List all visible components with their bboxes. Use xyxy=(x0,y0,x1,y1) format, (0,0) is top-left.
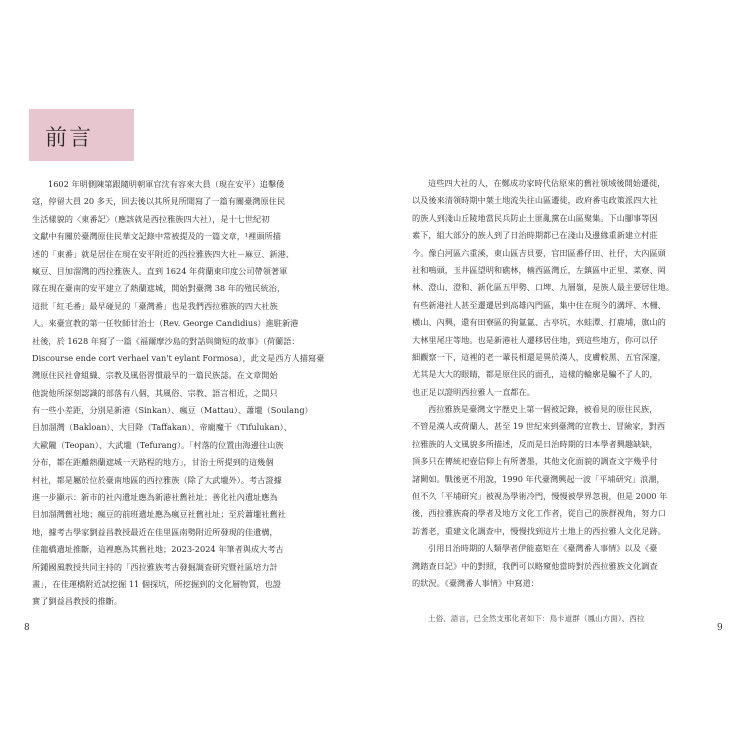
text-line: 灣踏查日記》中的對照，我們可以略窺他當時對於西拉雅族文化調查 xyxy=(412,560,658,571)
text-line: 引用日治時期的人類學者伊能嘉矩在《臺灣番人事情》以及《臺 xyxy=(428,543,658,554)
text-line: 尤其是大大的眼睛，都是原住民的面孔，這樣的輪廓是騙不了人的， xyxy=(412,369,658,380)
text-line: 大林里尾庄等地。也是新港社人遷移居住地，到這些地方，你可以仔 xyxy=(412,334,658,345)
text-line: 這批「紅毛番」最早碰見的「臺灣番」也是我們西拉雅族的四大社族 xyxy=(32,300,278,311)
chapter-title: 前言 xyxy=(45,126,94,151)
text-line: 分布，都在距離熱蘭遮城一天路程的地方」，甘治士所提到的這幾個 xyxy=(32,457,274,468)
text-line: 土俗、語言，已全然支那化者如下：鳥卡道群（鳳山方面）、西拉 xyxy=(428,613,645,623)
text-line: 述的「東番」就是居住在現在安平附近的西拉雅族四大社－麻豆、新港、 xyxy=(32,248,295,259)
text-line: 社和鳴頭，玉井區望明和礁林，楠西區灣丘，左鎮區中正里、菜寮、岡 xyxy=(412,264,666,275)
page-number-left: 8 xyxy=(24,623,30,633)
text-line: 訪耆老，重建文化調查中，慢慢找到這片土地上的西拉雅人文化足跡。 xyxy=(412,525,666,536)
text-line: 人。來臺宣教的第一任牧師甘治士（Rev. George Candidius）進駐新港 xyxy=(32,318,299,329)
text-line: 瘋豆、目加溜灣的西拉雅族人。直到 1624 年荷蘭東印度公司帶領著軍 xyxy=(32,265,288,276)
text-line: 目加溜灣舊社地；瘋豆的前班遺址應為瘋豆社舊社址；至於蕭壠社舊社 xyxy=(32,509,286,520)
text-line: 所鍾國風教授共同主持的「西拉雅族考古發掘調查研究暨社區培力計 xyxy=(32,561,278,572)
text-line: 頂多只在傳統祀壺信仰上有所著墨，其他文化面貌的調查文字幾乎付 xyxy=(412,456,658,467)
text-line: 後，西拉雅族裔的學者及地方文化工作者，從自己的族群視角，努力口 xyxy=(412,508,666,519)
text-line: Discourse ende cort verhael van't eylant Formosa），此文是西方人描寫臺 xyxy=(32,352,325,363)
text-line: 林、澄山、澄和、新化區五甲勢、口埤、九層嶺，是族人最主要居住地。 xyxy=(412,282,675,293)
text-line: 有些新港社人甚至遷遷居到高雄內門區，集中住在現今的溝坪、木柵、 xyxy=(412,299,666,310)
text-line: 畫」，在佳運橋附近試挖掘 11 個探坑，所挖掘到的文化層物質，也證 xyxy=(32,578,281,589)
text-line xyxy=(412,592,732,609)
text-line: 拉雅族的人文風貌多所描述，反而是日治時期的日本學者興趣缺缺， xyxy=(412,438,658,449)
text-line: 諸闕如。戰後更不用說，1990 年代臺灣興起一波「平埔研究」浪潮， xyxy=(412,473,665,484)
text-line: 目加溜灣（Bakloan）、大目降（Taffakan）、帝廟魔干（Tifulukan）、 xyxy=(32,422,292,433)
text-line: 地，據考古學家劉益昌教授最近在佳里區南勢附近所發現的佳遺構， xyxy=(32,526,278,537)
text-line: 的族人到淺山丘陵地當民兵防止土匪亂黨在山區聚集。下山腳事等因 xyxy=(412,212,658,223)
text-line: 這些四大社的人，在鄭成功家時代佔原來的舊社領域後開始遷徙， xyxy=(428,178,666,188)
text-line: 佳龍橋遺址推斷，這裡應為其舊社地；2023-2024 年筆者與成大考古 xyxy=(32,544,284,555)
text-line: 也正足以證明西拉雅人一直都在。 xyxy=(412,386,535,397)
text-line: 橫山、內興，還有田寮區的狗氳氳、古亭坑，水蛙潭、打鹿埔，旗山的 xyxy=(412,317,666,328)
text-line: 大歐隴（Teopan）、大武壠（Tefurang）。「村落的位置由海邊往山族 xyxy=(32,439,284,450)
text-line: 灣原住民社會組織、宗教及風俗習慣最早的一篇民族誌。在文章開始 xyxy=(32,370,278,381)
text-line: 文獻中有關於臺灣原住民華文記錄中常被提及的一篇文章，¹裡頭所描 xyxy=(32,231,281,242)
text-line: 但不久「平埔研究」被視為學術冷門，慢慢被學界忽視，但是 2000 年 xyxy=(412,491,668,502)
text-line: 1602 年明側陳第跟隨明朝軍官沈有容來大員（現在安平）追擊倭 xyxy=(48,179,285,189)
text-line: 社後，於 1628 年寫了一篇《福爾摩沙島的對話與簡短的故事》（荷蘭語： xyxy=(32,335,300,346)
left-body-text xyxy=(32,176,350,611)
text-line: 素下，組大部分的族人到了日治時期都已在淺山及邊緣重新建立村莊 xyxy=(412,230,658,241)
text-line: 寇，停留大員 20 多天，回去後以其所見所聞寫了一篇有關臺灣原住民 xyxy=(32,196,286,207)
text-line: 西拉雅族是臺灣文字歷史上第一個被記錄，被看見的原住民族， xyxy=(428,404,658,415)
right-body-text xyxy=(412,175,732,627)
text-line: 不管是漢人或荷蘭人，甚至 19 世紀來到臺灣的宣教士、冒險家，對西 xyxy=(412,421,666,432)
text-line: 以及後來清領時期中葉土地流失往山區遷徙，政府番屯政策派四大社 xyxy=(412,195,658,206)
text-line: 進一步顯示：新市的社內遺址應為新港社舊社址；善化社內遺址應為 xyxy=(32,492,278,503)
text-line: 有一些小差距，分別是新港（Sinkan）、瘋豆（Mattau）、蕭壠（Soulang） xyxy=(32,405,313,416)
text-line: 的狀況。《臺灣番人事情》中寫道： xyxy=(412,577,539,588)
text-line: 今。像白河區六重溪，東山區吉貝要，官田區番仔田、社仔，大內區頭 xyxy=(412,247,666,258)
text-line: 村社，都是屬於位於臺南地區的西拉雅族（除了大武壠外）。考古證據 xyxy=(32,474,282,485)
page-number-right: 9 xyxy=(717,623,723,633)
text-line: 實了劉益昌教授的推斷。 xyxy=(32,596,123,607)
text-line: 他說他所深刻認識的部落有八個，其風俗、宗教、語言相近，之間只 xyxy=(32,387,278,398)
text-line: 生活樣貌的〈東番記〉（應該就是西拉雅族四大社），是十七世紀初 xyxy=(32,213,270,224)
text-line: 隊在現在臺南的安平建立了熱蘭遮城，開始對臺灣 38 年的殖民統治， xyxy=(32,283,286,294)
text-line: 細觀察一下，這裡的老一輩長相還是異於漢人，皮膚較黑、五官深邃， xyxy=(412,351,666,362)
